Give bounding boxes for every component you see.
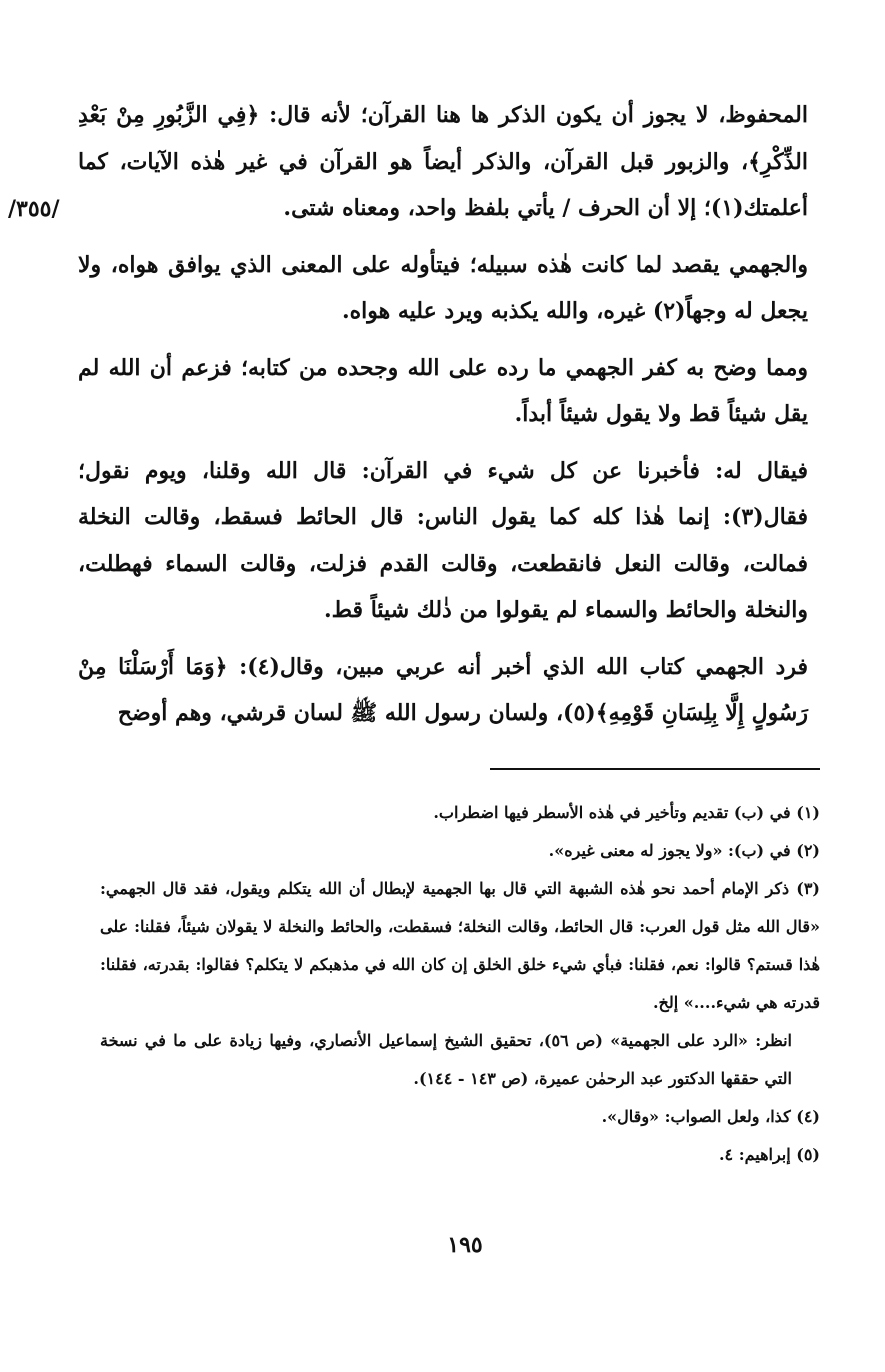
paragraph-3: ومما وضح به كفر الجهمي ما رده على الله وجحده من كتابه؛ فزعم أن الله لم يقل شيئاً قط ولا يقول شيئاً أبداً. bbox=[78, 354, 808, 427]
margin-page-reference: /٣٥٥/ bbox=[8, 196, 60, 222]
paragraph-4: فيقال له: فأخبرنا عن كل شيء في القرآن: قال الله وقلنا، ويوم نقول؛ فقال(٣): إنما هٰذا كله كما يقول الناس: قال الحائط فسقط، وقالت النخلة فمالت، وقالت النعل فانقطعت، وقالت القدم فزلت، وقالت السماء فهطلت، والنخلة والحائط والسماء لم يقولوا من ذٰلك شيئاً قط. bbox=[78, 457, 808, 623]
footnotes bbox=[100, 794, 820, 1174]
paragraph-5: فرد الجهمي كتاب الله الذي أخبر أنه عربي مبين، وقال(٤): ﴿وَمَا أَرْسَلْنَا مِنْ رَسُولٍ إِلَّا بِلِسَانِ قَوْمِهِ﴾(٥)، ولسان رسول الله ﷺ لسان قرشي، وهم أوضح bbox=[78, 653, 808, 726]
main-text bbox=[78, 92, 808, 747]
footnote-2: (٢) في (ب): «ولا يجوز له معنى غيره». bbox=[548, 841, 820, 860]
paragraph-2: والجهمي يقصد لما كانت هٰذه سبيله؛ فيتأوله على المعنى الذي يوافق هواه، ولا يجعل له وجهاً(٢) غيره، والله يكذبه ويرد عليه هواه. bbox=[78, 251, 808, 324]
footnote-separator bbox=[490, 768, 820, 770]
page-number: ١٩٥ bbox=[447, 1232, 483, 1258]
footnote-5: (٥) إبراهيم: ٤. bbox=[718, 1145, 820, 1164]
footnote-3-reference: انظر: «الرد على الجهمية» (ص ٥٦)، تحقيق الشيخ إسماعيل الأنصاري، وفيها زيادة على ما في نسخة التي حققها الدكتور عبد الرحمٰن عميرة، (ص ١٤٣ - ١٤٤). bbox=[100, 1031, 792, 1088]
footnote-3: (٣) ذكر الإمام أحمد نحو هٰذه الشبهة التي قال بها الجهمية لإبطال أن الله يتكلم ويقول، فقد قال الجهمي: «قال الله مثل قول العرب: قال الحائط، وقالت النخلة؛ فسقطت، والحائط والنخلة لا يقولان شيئاً، فقلنا: على هٰذا قستم؟ قالوا: نعم، فقلنا: فبأي شيء خلق الخلق إن كان الله في مذهبكم لا يتكلم؟ فقالوا: بقدرته، فقلنا: قدرته هي شيء....» إلخ. bbox=[100, 879, 820, 1012]
footnote-4: (٤) كذا، ولعل الصواب: «وقال». bbox=[601, 1107, 820, 1126]
paragraph-1: المحفوظ، لا يجوز أن يكون الذكر ها هنا القرآن؛ لأنه قال: ﴿فِي الزَّبُورِ مِنْ بَعْدِ الذِّكْرِ﴾، والزبور قبل القرآن، والذكر أيضاً هو القرآن في غير هٰذه الآيات، كما أعلمتك(١)؛ إلا أن الحرف / يأتي بلفظ واحد، ومعناه شتى. bbox=[78, 102, 808, 221]
footnote-1: (١) في (ب) تقديم وتأخير في هٰذه الأسطر فيها اضطراب. bbox=[433, 803, 820, 822]
